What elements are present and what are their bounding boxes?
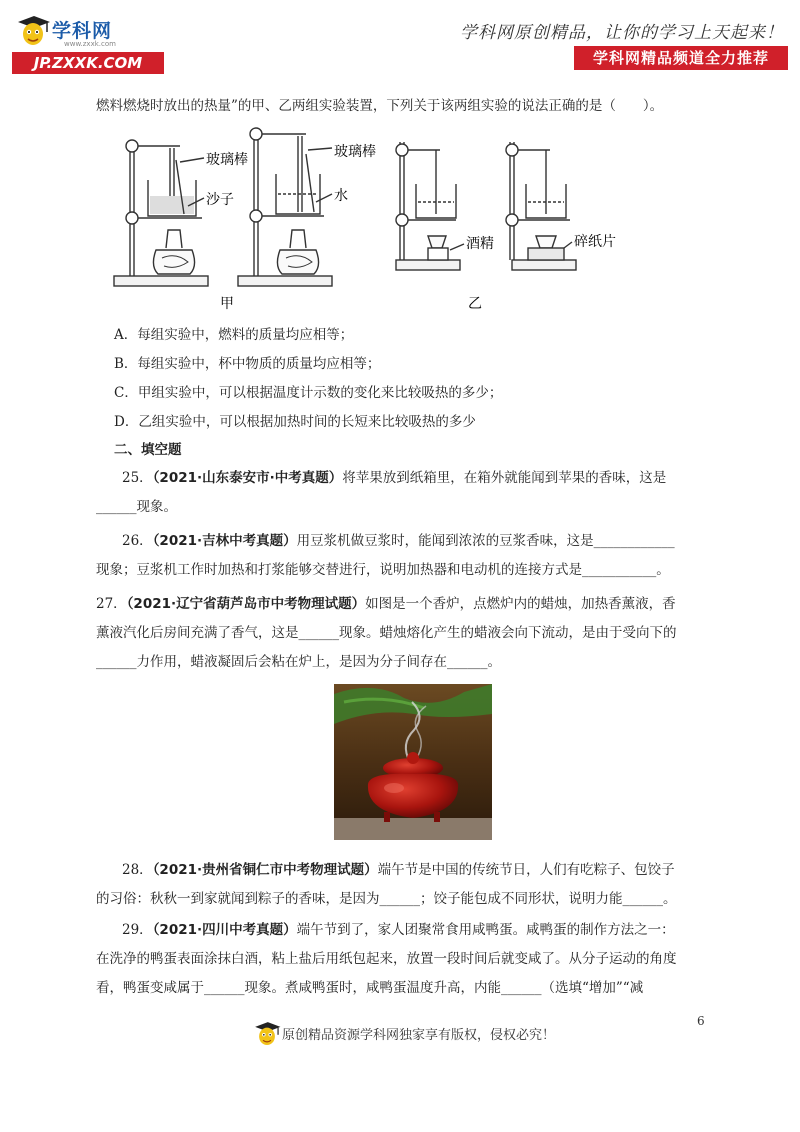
q29-line3: 看，鸭蛋变咸属于______现象。煮咸鸭蛋时，咸鸭蛋温度升高，内能______（选填“增加”“减 — [96, 980, 644, 996]
header-slogan: 学科网原创精品，让你的学习上天起来！ — [460, 23, 784, 43]
question-26 — [96, 527, 708, 585]
question-25 — [96, 464, 708, 522]
question-27 — [96, 590, 708, 677]
option-c: C．甲组实验中，可以根据温度计示数的变化来比较吸热的多少； — [114, 385, 503, 401]
logo-text: 学科网 — [52, 20, 113, 42]
label-sand: 沙子 — [206, 192, 234, 208]
logo-banner: JP.ZXXK.COM — [12, 52, 164, 74]
recommend-banner: 学科网精品频道全力推荐 — [574, 46, 788, 70]
question-stem: 燃料燃烧时放出的热量”的甲、乙两组实验装置，下列关于该两组实验的说法正确的是（ ）。 — [96, 98, 664, 114]
label-alcohol: 酒精 — [466, 236, 494, 252]
page-number: 6 — [697, 1014, 705, 1028]
q28-number: 28． — [122, 862, 153, 878]
zxxk-logo[interactable] — [12, 12, 164, 74]
q26-line1: 用豆浆机做豆浆时，能闻到浓浓的豆浆香味，这是____________ — [296, 533, 675, 549]
label-paper: 碎纸片 — [574, 234, 616, 250]
question-28 — [96, 856, 708, 914]
page-footer — [0, 1014, 800, 1054]
q27-line1: 如图是一个香炉，点燃炉内的蜡烛，加热香薰液，香 — [365, 596, 676, 612]
label-group-jia: 甲 — [220, 296, 234, 312]
label-glass-rod-2: 玻璃棒 — [334, 144, 376, 160]
footer-copyright: 原创精品资源学科网独家享有版权，侵权必究！ — [282, 1028, 556, 1043]
q25-line2: ______现象。 — [96, 499, 177, 515]
footer-mascot-icon — [252, 1018, 282, 1050]
question-29 — [96, 916, 708, 1003]
q29-line2: 在洗净的鸭蛋表面涂抹白酒，粘上盐后用纸包起来，放置一段时间后就变咸了。从分子运动的角度 — [96, 951, 677, 967]
option-a: A．每组实验中，燃料的质量均应相等； — [114, 327, 354, 343]
q25-number: 25． — [122, 470, 153, 486]
q26-line2: 现象；豆浆机工作时加热和打浆能够交替进行，说明加热器和电动机的连接方式是___________。 — [96, 562, 670, 578]
option-b: B．每组实验中，杯中物质的质量均应相等； — [114, 356, 381, 372]
logo-mascot-row — [12, 14, 164, 46]
q26-source: （2021·吉林中考真题） — [152, 533, 297, 549]
label-glass-rod-1: 玻璃棒 — [206, 152, 248, 168]
experiment-figure — [110, 118, 616, 316]
q26-number: 26． — [122, 533, 153, 549]
page-header — [0, 0, 800, 80]
logo-small-url: www.zxxk.com — [64, 40, 116, 48]
option-d: D．乙组实验中，可以根据加热时间的长短来比较吸热的多少 — [114, 414, 476, 430]
incense-burner-photo — [334, 684, 492, 840]
q27-source: （2021·辽宁省葫芦岛市中考物理试题） — [126, 596, 366, 612]
q28-line1: 端午节是中国的传统节日，人们有吃粽子、包饺子 — [377, 862, 675, 878]
q29-number: 29． — [122, 922, 153, 938]
section-title: 二、填空题 — [114, 442, 182, 458]
q29-source: （2021·四川中考真题） — [152, 922, 297, 938]
label-group-yi: 乙 — [468, 296, 482, 312]
q27-line3: ______力作用，蜡液凝固后会粘在炉上，是因为分子间存在______。 — [96, 654, 501, 670]
mascot-icon — [14, 14, 52, 48]
q27-number: 27． — [96, 596, 127, 612]
q25-line1: 将苹果放到纸箱里，在箱外就能闻到苹果的香味，这是 — [342, 470, 667, 486]
q28-source: （2021·贵州省铜仁市中考物理试题） — [152, 862, 378, 878]
q29-line1: 端午节到了，家人团聚常食用咸鸭蛋。咸鸭蛋的制作方法之一： — [296, 922, 675, 938]
label-water: 水 — [334, 188, 348, 204]
q25-source: （2021·山东泰安市·中考真题） — [152, 470, 343, 486]
q27-line2: 薰液汽化后房间充满了香气，这是______现象。蜡烛熔化产生的蜡液会向下流动，是由于受向下的 — [96, 625, 677, 641]
q28-line2: 的习俗：秋秋一到家就闻到粽子的香味，是因为______；饺子能包成不同形状，说明力能______。 — [96, 891, 677, 907]
